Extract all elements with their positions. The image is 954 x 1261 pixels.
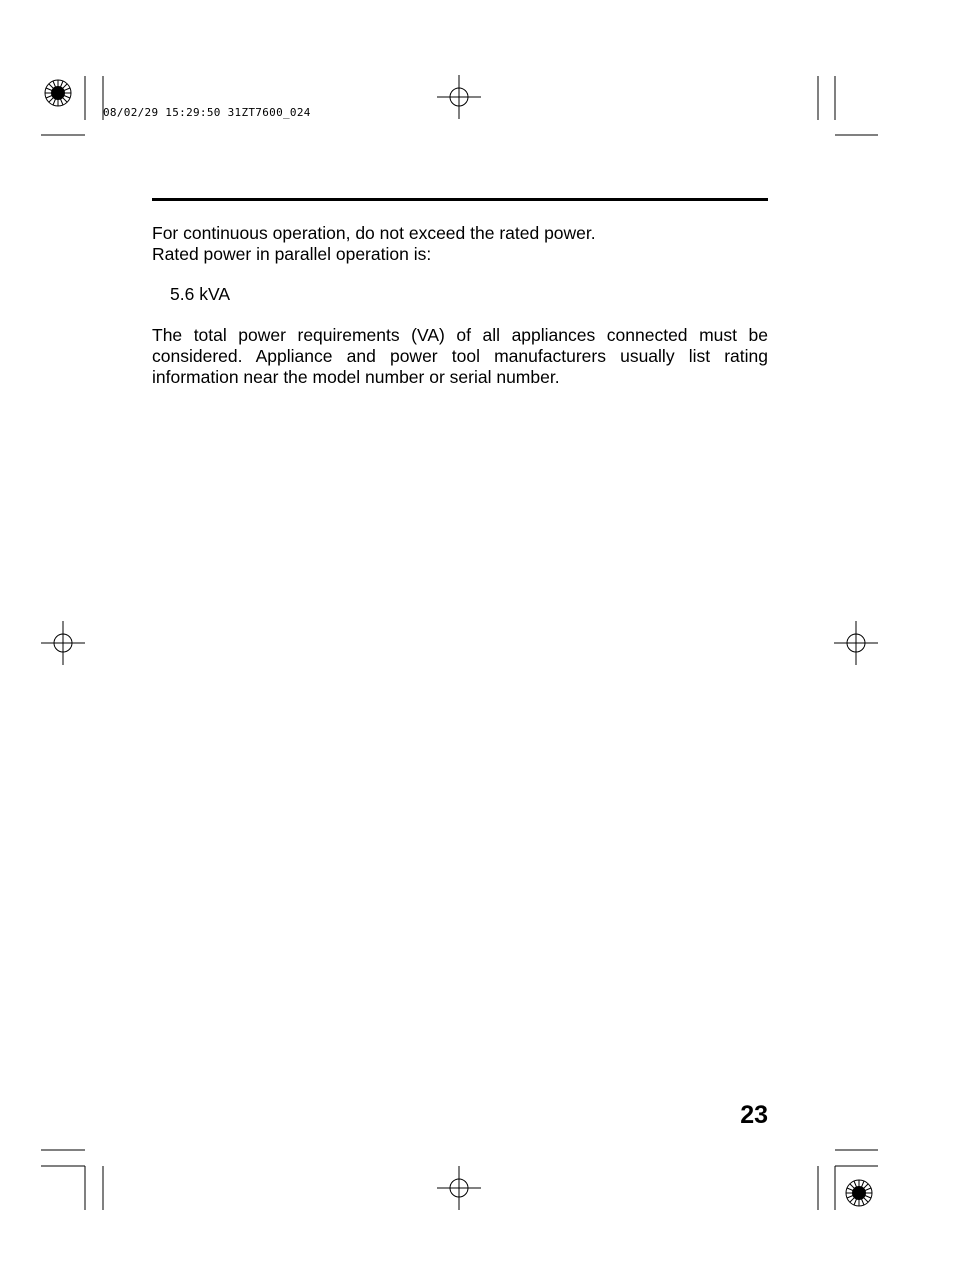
page-number: 23: [740, 1101, 768, 1129]
print-stamp: 08/02/29 15:29:50 31ZT7600_024: [103, 106, 311, 119]
rated-power-value: 5.6 kVA: [170, 284, 230, 304]
starburst-bottom-right-icon: [846, 1180, 872, 1206]
header-rule: [152, 198, 768, 201]
crosshair-left-icon: [41, 621, 85, 665]
crosshair-bottom-icon: [437, 1166, 481, 1210]
crosshair-top-icon: [437, 75, 481, 119]
starburst-top-left-icon: [45, 80, 71, 106]
crosshair-right-icon: [834, 621, 878, 665]
power-requirements-paragraph: The total power requirements (VA) of all appliances connected must be considered. Appliance and power tool manufacturers usually list rating information near the model number or serial number.: [152, 325, 768, 387]
intro-line-2: Rated power in parallel operation is:: [152, 244, 432, 264]
intro-paragraph: [152, 223, 768, 265]
intro-line-1: For continuous operation, do not exceed the rated power.: [152, 223, 596, 243]
